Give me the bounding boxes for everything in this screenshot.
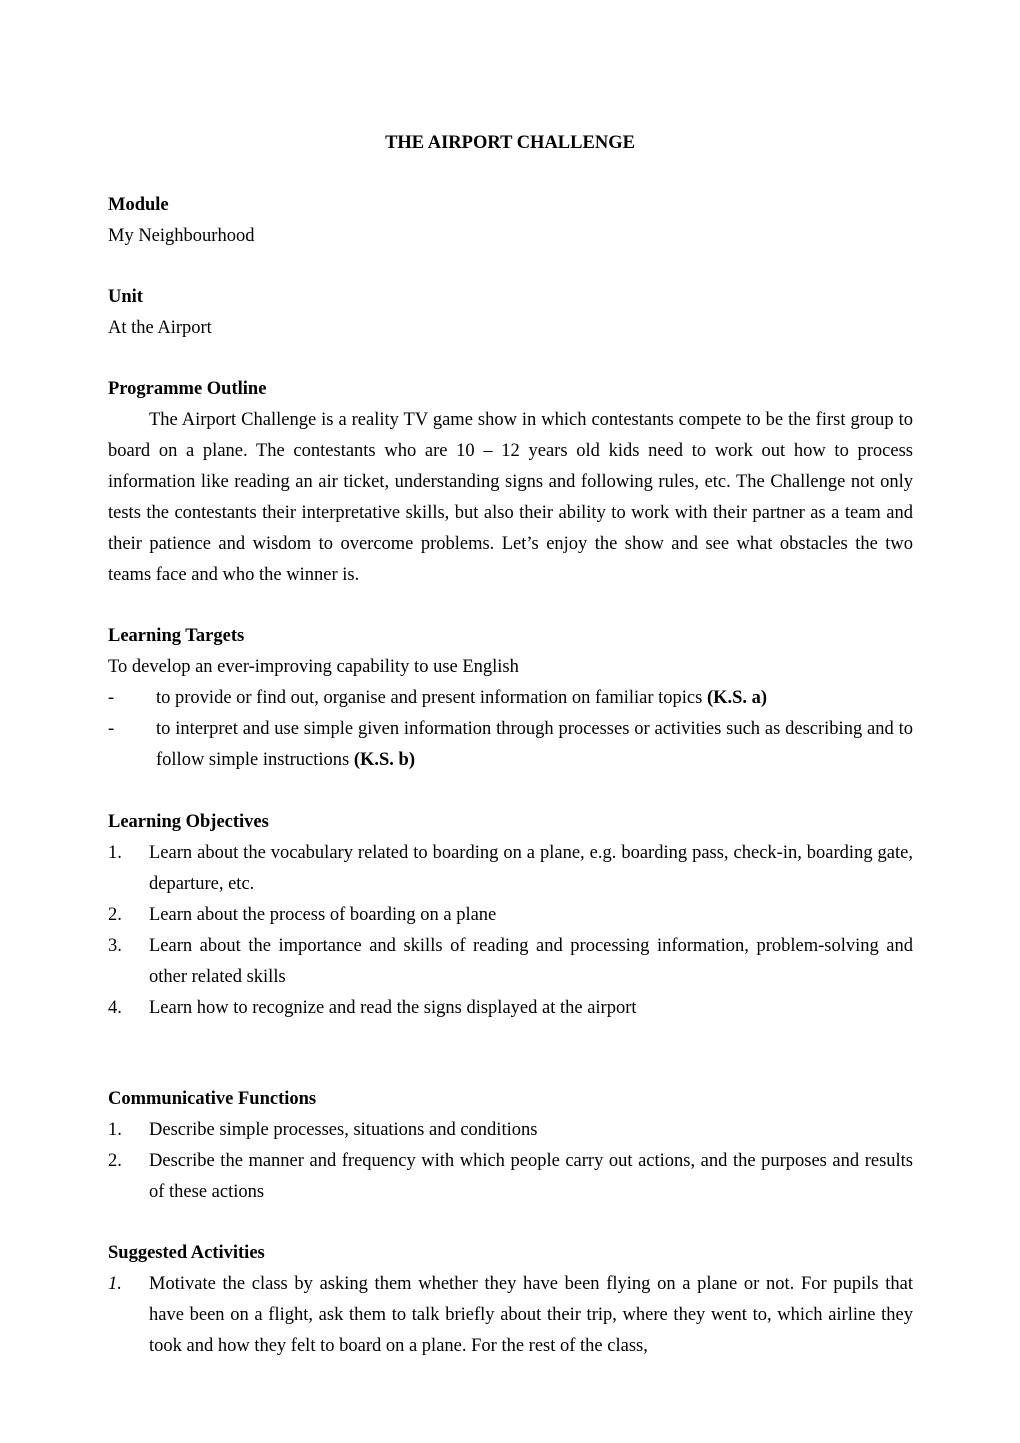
targets-section <box>108 621 913 776</box>
list-text: Learn about the process of boarding on a plane <box>149 905 497 925</box>
unit-text: At the Airport <box>108 318 212 338</box>
list-item <box>108 993 913 1024</box>
module-section <box>108 190 913 252</box>
objectives-section <box>108 807 913 1024</box>
list-item <box>108 714 913 776</box>
module-text: My Neighbourhood <box>108 226 255 246</box>
list-marker: 3. <box>108 936 122 956</box>
list-marker: 2. <box>108 905 122 925</box>
list-marker: - <box>108 688 115 708</box>
activities-heading: Suggested Activities <box>108 1243 265 1263</box>
document-title: THE AIRPORT CHALLENGE <box>385 133 635 153</box>
list-marker: 1. <box>108 1274 122 1294</box>
unit-heading: Unit <box>108 287 143 307</box>
unit-section <box>108 282 913 344</box>
list-text: Describe the manner and frequency with which people carry out actions, and the purposes and results of these actions <box>149 1151 913 1202</box>
list-item <box>108 931 913 993</box>
functions-section <box>108 1084 913 1208</box>
ks-code: (K.S. a) <box>706 688 768 708</box>
outline-paragraph: The Airport Challenge is a reality TV game show in which contestants compete to be the first group to board on a plane. The contestants who are 10 – 12 years old kids need to work out how to process information like reading an air ticket, understanding signs and following rules, etc. The Challenge not only tests the contestants their interpretative skills, but also their ability to work with their partner as a team and their patience and wisdom to overcome problems. Let’s enjoy the show and see what obstacles the two teams face and who the winner is. <box>108 410 913 585</box>
list-item <box>108 838 913 900</box>
list-item <box>108 683 913 714</box>
list-text: to provide or find out, organise and present information on familiar topics <box>156 688 707 708</box>
list-text: to interpret and use simple given information through processes or activities such as describing and to follow simple instructions <box>156 719 913 770</box>
list-item <box>108 900 913 931</box>
module-heading: Module <box>108 195 169 215</box>
list-item <box>108 1146 913 1208</box>
list-item <box>108 1269 913 1362</box>
list-marker: 1. <box>108 843 122 863</box>
list-marker: 4. <box>108 998 122 1018</box>
ks-code: (K.S. b) <box>353 750 416 770</box>
list-text: Motivate the class by asking them whether they have been flying on a plane or not. For pupils that have been on a flight, ask them to talk briefly about their trip, where they went to, which airline they took and how they felt to board on a plane. For the rest of the class, <box>149 1274 913 1356</box>
activities-section <box>108 1238 913 1362</box>
outline-section <box>108 374 913 591</box>
targets-heading: Learning Targets <box>108 626 245 646</box>
list-text: Learn about the vocabulary related to boarding on a plane, e.g. boarding pass, check-in, boarding gate, departure, etc. <box>149 843 913 894</box>
list-marker: 1. <box>108 1120 122 1140</box>
list-text: Learn how to recognize and read the signs displayed at the airport <box>149 998 637 1018</box>
list-text: Learn about the importance and skills of reading and processing information, problem-solving and other related skills <box>149 936 913 987</box>
objectives-heading: Learning Objectives <box>108 812 269 832</box>
list-text: Describe simple processes, situations and conditions <box>149 1120 538 1140</box>
outline-heading: Programme Outline <box>108 379 267 399</box>
list-item <box>108 1115 913 1146</box>
functions-heading: Communicative Functions <box>108 1089 317 1109</box>
list-marker: 2. <box>108 1151 122 1171</box>
list-marker: - <box>108 719 115 739</box>
targets-intro: To develop an ever-improving capability to use English <box>108 657 519 677</box>
